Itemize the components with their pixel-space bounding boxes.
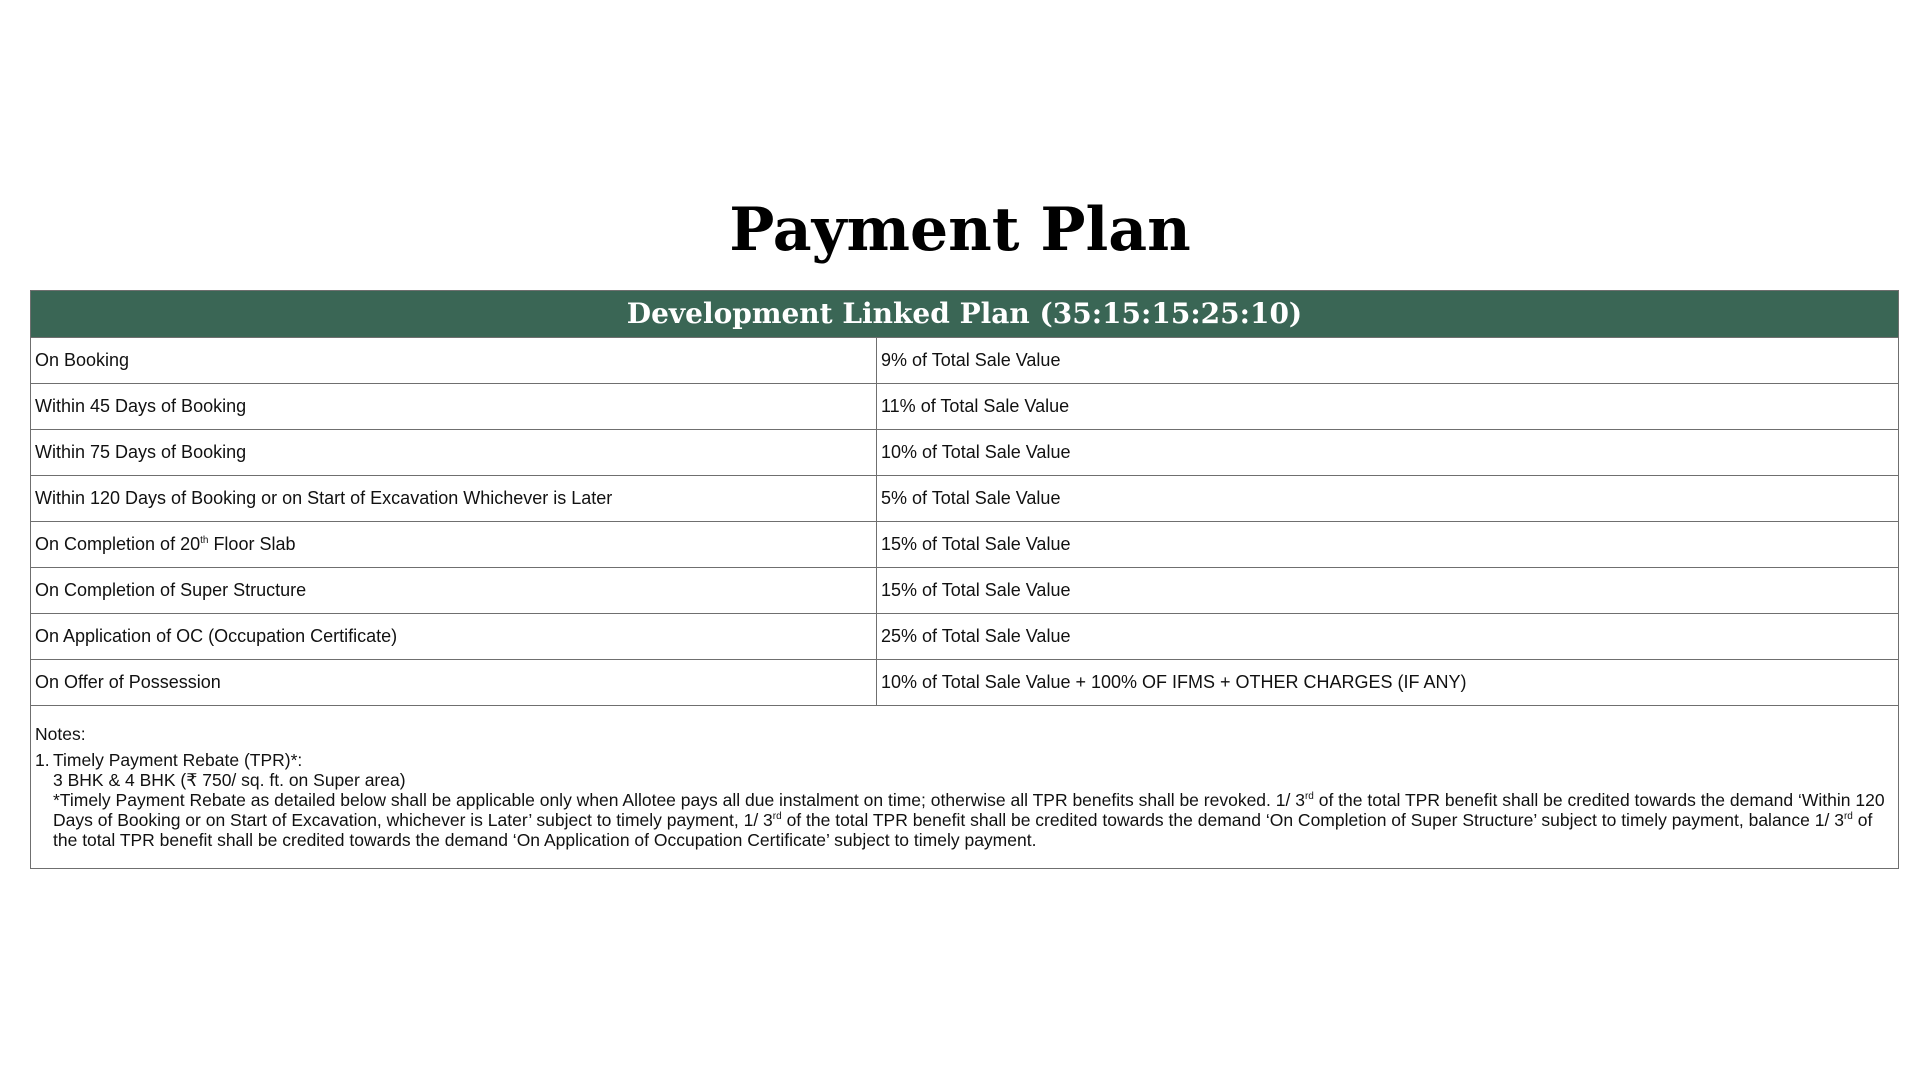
notes-item-title: Timely Payment Rebate (TPR)*:: [53, 750, 303, 770]
notes-text: of the total TPR benefit shall be credited towards the demand ‘On Completion of Super Structure’ subject to timely payment, balance 1/ 3: [781, 810, 1844, 830]
notes-text: *Timely Payment Rebate as detailed below shall be applicable only when Allotee pays all due instalment on time; otherwise all TPR benefits shall be revoked. 1/ 3: [53, 790, 1305, 810]
notes-section: [31, 706, 1898, 868]
amount-cell: 9% of Total Sale Value: [881, 350, 1061, 370]
payment-plan-table: [30, 290, 1899, 869]
table-row: [31, 660, 1898, 706]
stage-cell: On Booking: [31, 338, 877, 383]
notes-item-rate: 3 BHK & 4 BHK (₹ 750/ sq. ft. on Super area): [53, 770, 406, 790]
notes-text: of the total TPR benefit shall be credited towards the demand ‘Within 120 Days of Booking or on Start of Excavation, whichever is Later’ subject to timely payment, 1/ 3: [53, 790, 1885, 830]
ordinal-suffix: th: [200, 535, 209, 546]
table-row: [31, 568, 1898, 614]
amount-cell: 10% of Total Sale Value: [881, 442, 1071, 462]
stage-cell: Within 120 Days of Booking or on Start of Excavation Whichever is Later: [31, 476, 877, 521]
notes-item-number: 1.: [35, 750, 50, 770]
amount-cell: 11% of Total Sale Value: [881, 396, 1070, 416]
table-row: [31, 384, 1898, 430]
table-row: [31, 476, 1898, 522]
table-row: [31, 430, 1898, 476]
amount-cell: 15% of Total Sale Value: [881, 534, 1071, 554]
table-row: [31, 614, 1898, 660]
table-row: [31, 338, 1898, 384]
stage-text: On Completion of 20: [35, 534, 201, 554]
amount-cell: 25% of Total Sale Value: [881, 626, 1071, 646]
ordinal-suffix: rd: [772, 811, 782, 822]
page-title: Payment Plan: [729, 195, 1191, 265]
stage-cell: On Offer of Possession: [31, 660, 877, 705]
ordinal-suffix: rd: [1304, 791, 1314, 802]
stage-cell: On Application of OC (Occupation Certificate): [31, 614, 877, 659]
amount-cell: 5% of Total Sale Value: [881, 488, 1061, 508]
amount-cell: 10% of Total Sale Value + 100% OF IFMS + OTHER CHARGES (IF ANY): [881, 672, 1467, 692]
stage-text: Floor Slab: [208, 534, 296, 554]
notes-text: of the total TPR benefit shall be credited towards the demand ‘On Application of Occupation Certificate’ subject to timely payment.: [53, 810, 1873, 850]
plan-header: Development Linked Plan (35:15:15:25:10): [31, 291, 1898, 338]
stage-cell: On Completion of Super Structure: [31, 568, 877, 613]
stage-cell: Within 75 Days of Booking: [31, 430, 877, 475]
notes-paragraph: [35, 790, 1894, 850]
notes-heading: Notes:: [35, 724, 86, 744]
ordinal-suffix: rd: [1843, 811, 1853, 822]
stage-cell: Within 45 Days of Booking: [31, 384, 877, 429]
amount-cell: 15% of Total Sale Value: [881, 580, 1071, 600]
stage-cell: [31, 522, 877, 567]
table-row: [31, 522, 1898, 568]
notes-item: [35, 750, 1894, 770]
